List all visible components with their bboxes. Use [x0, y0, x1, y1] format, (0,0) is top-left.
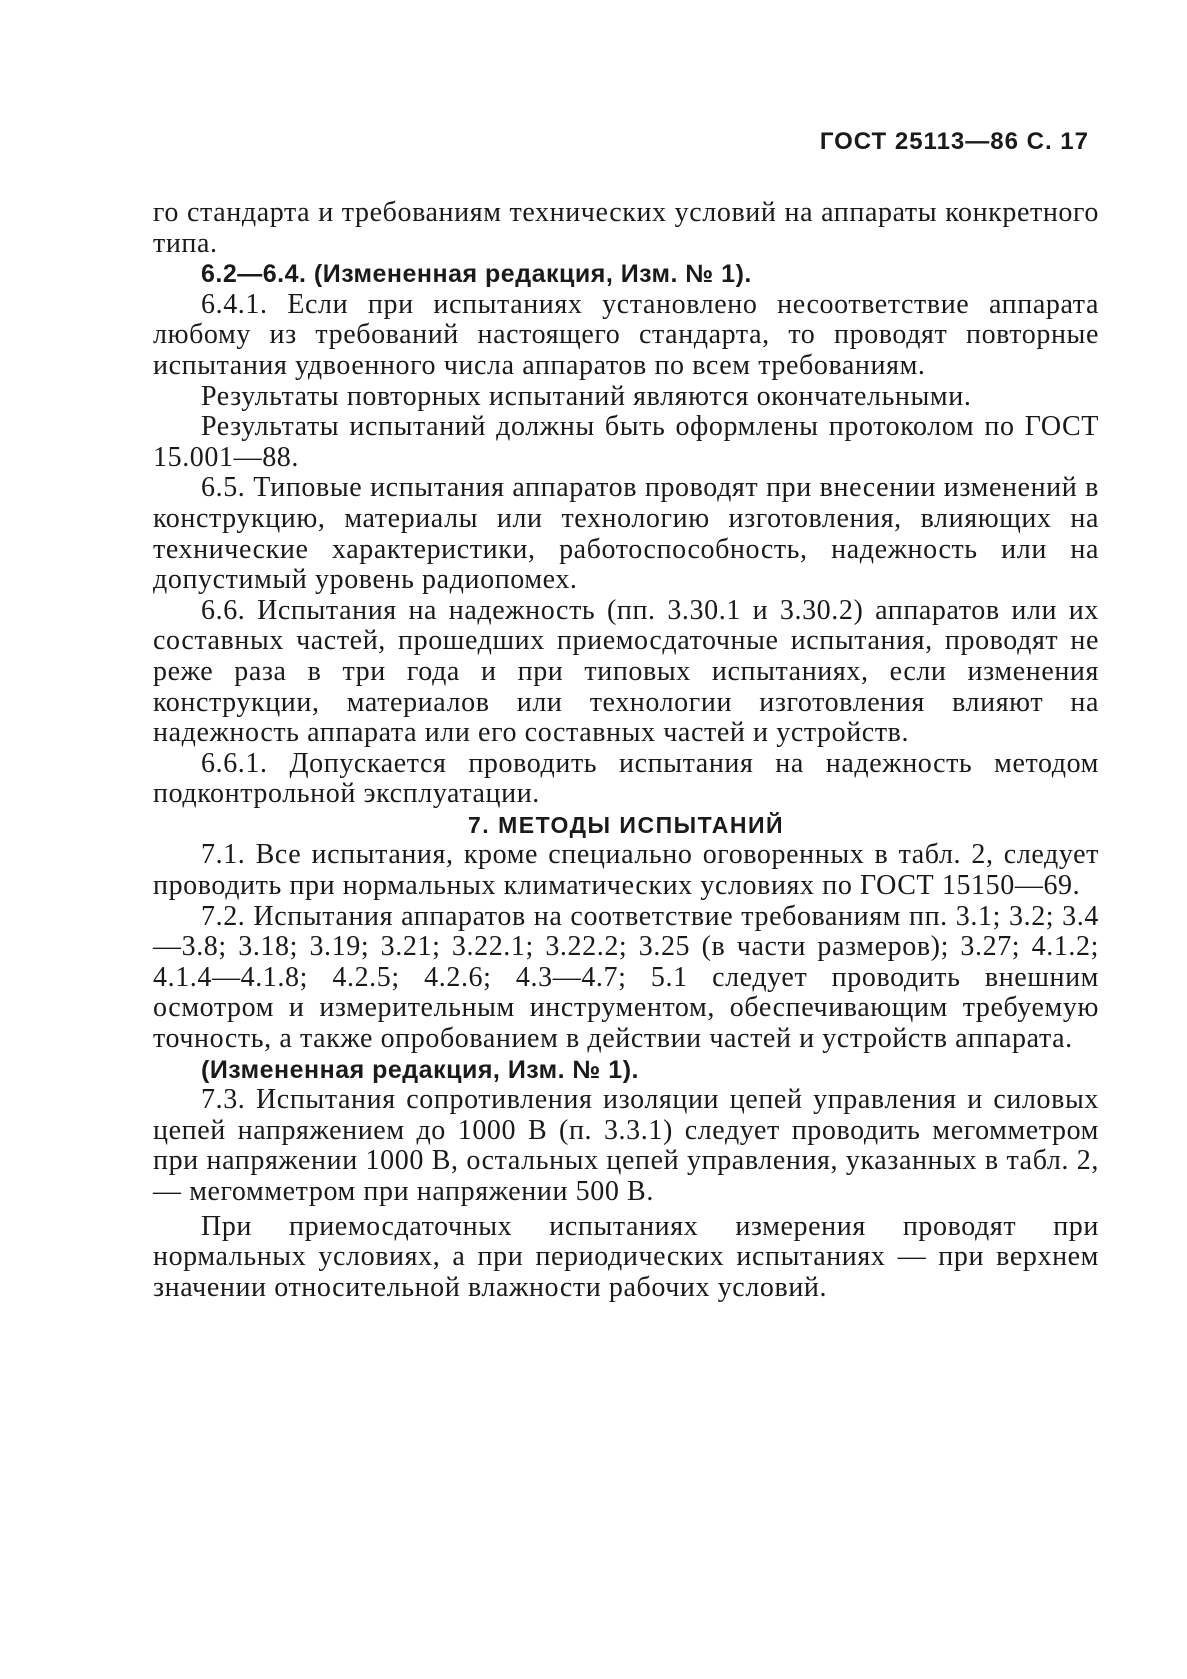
amendment-note-6-2	[153, 259, 1099, 290]
paragraph-6-5: 6.5. Типовые испытания аппаратов проводят при внесении изменений в конструкцию, материалы или технологию изготовления, влияющих на технические характеристики, работоспособность, надежность или на допустимый уровень радиопомех.	[153, 472, 1099, 596]
paragraph-6-6: 6.6. Испытания на надежность (пп. 3.30.1 и 3.30.2) аппаратов или их составных частей, прошедших приемосдаточные испытания, проводят не реже раза в три года и при типовых испытаниях, если изменения конструкции, материалов или технологии изготовления влияют на надежность аппарата или его составных частей и устройств.	[153, 594, 1099, 749]
amendment-note-text: 6.2—6.4. (Измененная редакция, Изм. № 1).	[201, 260, 752, 289]
paragraph-continuation: го стандарта и требованиям технических условий на аппараты конкретного типа.	[153, 197, 1099, 259]
paragraph-6-6-1: 6.6.1. Допускается проводить испытания на надежность методом подконтрольной эксплуатации.	[153, 747, 1099, 810]
paragraph-7-2: 7.2. Испытания аппаратов на соответствие требованиям пп. 3.1; 3.2; 3.4—3.8; 3.18; 3.19; 3.21; 3.22.1; 3.22.2; 3.25 (в части размеров); 3.27; 4.1.2; 4.1.4—4.1.8; 4.2.5; 4.2.6; 4.3—4.7; 5.1 следует проводить внешним осмотром и измерительным инструментом, обеспечивающим требуемую точность, а также опробованием в действии частей и устройств аппарата.	[153, 900, 1099, 1055]
amendment-note-text: (Измененная редакция, Изм. № 1).	[201, 1055, 639, 1084]
paragraph-acceptance-tests: При приемосдаточных испытаниях измерения проводят при нормальных условиях, а при периодических испытаниях — при верхнем значении относительной влажности рабочих условий.	[153, 1210, 1099, 1303]
amendment-note-7-2	[153, 1055, 1099, 1086]
paragraph-repeat-results: Результаты повторных испытаний являются окончательными.	[201, 380, 972, 412]
page-header: ГОСТ 25113—86 С. 17	[819, 128, 1089, 155]
paragraph-6-4-1: 6.4.1. Если при испытаниях установлено несоответствие аппарата любому из требований настоящего стандарта, то проводят повторные испытания удвоенного числа аппаратов по всем требованиям.	[153, 288, 1099, 381]
paragraph-results-protocol: Результаты испытаний должны быть оформлены протоколом по ГОСТ 15.001—88.	[153, 411, 1099, 473]
section-heading-7: 7. МЕТОДЫ ИСПЫТАНИЙ	[468, 811, 784, 838]
document-body	[153, 198, 1099, 1303]
paragraph-7-1: 7.1. Все испытания, кроме специально оговоренных в табл. 2, следует проводить при нормальных климатических условиях по ГОСТ 15150—69.	[153, 839, 1099, 902]
paragraph-7-3: 7.3. Испытания сопротивления изоляции цепей управления и силовых цепей напряжением до 1000 В (п. 3.3.1) следует проводить мегомметром при напряжении 1000 В, остальных цепей управления, указанных в табл. 2, — мегомметром при напряжении 500 В.	[153, 1084, 1099, 1207]
